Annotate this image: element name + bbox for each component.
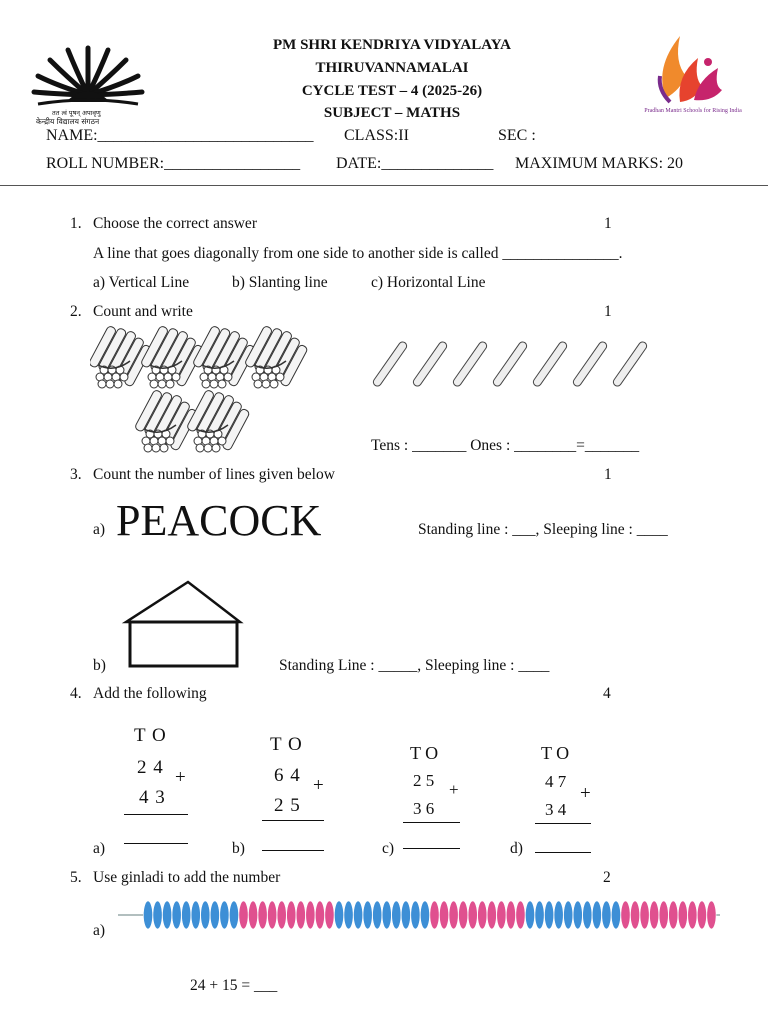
ginladi-bead [468, 901, 477, 929]
ginladi-bead [611, 901, 620, 929]
ginladi-bead [592, 901, 601, 929]
ginladi-bead [688, 901, 697, 929]
ginladi-bead [306, 901, 315, 929]
ginladi-bead [143, 901, 152, 929]
sum-d-top: 4 7 [545, 772, 567, 791]
ginladi-bead [354, 901, 363, 929]
ginladi-bead [229, 901, 238, 929]
q1-text: A line that goes diagonally from one side to another side is called _______________. [93, 245, 623, 262]
ginladi-bead [506, 901, 515, 929]
sum-d-bottom: 3 4 [545, 800, 567, 819]
sum-a-answer-line [124, 843, 188, 844]
ginladi-bead [220, 901, 229, 929]
ginladi-bead [334, 901, 343, 929]
ginladi-bead [564, 901, 573, 929]
test-title: CYCLE TEST – 4 (2025-26) [301, 83, 483, 99]
q3-part-b-label: b) [93, 657, 106, 674]
q2-number: 2. [70, 303, 82, 320]
sum-b-label: b) [232, 840, 245, 857]
ginladi-bead [459, 901, 468, 929]
q1-option-b: b) Slanting line [232, 274, 328, 291]
ginladi-bead [411, 901, 420, 929]
q4-title: Add the following [93, 685, 207, 702]
q3-part-a-answer: Standing line : ___, Sleeping line : ____ [418, 521, 668, 538]
ginladi-abacus-strip [118, 896, 720, 934]
ginladi-bead [659, 901, 668, 929]
bundle-icon [134, 389, 198, 452]
sum-d-rule [535, 823, 591, 824]
q1-marks: 1 [604, 215, 612, 232]
sum-c-rule [403, 822, 460, 823]
sum-d-answer-line [535, 852, 591, 853]
sum-a-plus: + [175, 767, 186, 788]
sum-d-header: T O [541, 743, 570, 763]
school-place: THIRUVANNAMALAI [315, 60, 469, 76]
sum-b-top: 6 4 [274, 765, 301, 786]
ginladi-bead [669, 901, 678, 929]
sum-d-label: d) [510, 840, 523, 857]
bundle-icon [90, 325, 152, 388]
ginladi-bead [545, 901, 554, 929]
ginladi-bead [153, 901, 162, 929]
sum-b-answer-line [262, 850, 324, 851]
q3-part-a-label: a) [93, 521, 106, 538]
bundle-icon [140, 325, 204, 388]
q4-marks: 4 [603, 685, 611, 702]
q2-marks: 1 [604, 303, 612, 320]
sum-c-plus: + [449, 780, 459, 799]
max-marks-label: MAXIMUM MARKS: 20 [515, 155, 684, 172]
ginladi-bead [525, 901, 534, 929]
bundle-icon [186, 389, 250, 452]
q2-answer-line: Tens : _______ Ones : ________=_______ [371, 437, 640, 454]
ginladi-bead [172, 901, 181, 929]
ginladi-bead [535, 901, 544, 929]
ginladi-bead [583, 901, 592, 929]
sum-c-header: T O [410, 743, 439, 763]
q3-number: 3. [70, 466, 82, 483]
q5-equation: 24 + 15 = ___ [190, 977, 278, 994]
sum-a-rule [124, 814, 188, 815]
ginladi-bead [268, 901, 277, 929]
ginladi-bead [287, 901, 296, 929]
ginladi-bead [325, 901, 334, 929]
q1-title: Choose the correct answer [93, 215, 257, 232]
q1-option-a: a) Vertical Line [93, 274, 190, 291]
q5-number: 5. [70, 869, 82, 886]
ginladi-bead [191, 901, 200, 929]
ginladi-bead [516, 901, 525, 929]
ginladi-bead [239, 901, 248, 929]
ginladi-bead [487, 901, 496, 929]
q5-title: Use ginladi to add the number [93, 869, 281, 886]
ginladi-bead [430, 901, 439, 929]
pmshri-logo [636, 28, 746, 128]
sum-b-plus: + [313, 775, 324, 796]
house-shape-drawing [118, 572, 254, 670]
header-divider [0, 185, 768, 186]
ginladi-bead [296, 901, 305, 929]
section-field-label: SEC : [498, 127, 536, 144]
q3-title: Count the number of lines given below [93, 466, 335, 483]
q3-part-b-answer: Standing Line : _____, Sleeping line : ____ [279, 657, 550, 674]
logo-org-name: केन्द्रीय विद्यालय संगठन [36, 117, 100, 126]
sum-c-label: c) [382, 840, 395, 857]
ginladi-bead [650, 901, 659, 929]
sum-d-plus: + [580, 783, 591, 804]
ginladi-bead [497, 901, 506, 929]
ginladi-bead [344, 901, 353, 929]
q1-option-c: c) Horizontal Line [371, 274, 486, 291]
ginladi-bead [401, 901, 410, 929]
sum-a-bottom: 4 3 [139, 787, 166, 808]
sum-a-label: a) [93, 840, 106, 857]
ginladi-bead [373, 901, 382, 929]
logo-motto: तत त्वं पूषन् अपावृणु [52, 109, 101, 117]
ginladi-bead [315, 901, 324, 929]
ginladi-bead [392, 901, 401, 929]
ginladi-bead [363, 901, 372, 929]
bundle-of-ten-sticks-group [90, 325, 310, 455]
class-field-label: CLASS:II [344, 127, 409, 144]
q4-number: 4. [70, 685, 82, 702]
ginladi-bead [630, 901, 639, 929]
pmshri-logo-text: Pradhan Mantri Schools for Rising India [644, 108, 742, 114]
kvs-logo [28, 40, 148, 124]
sun-emblem-icon [28, 40, 148, 110]
ginladi-bead [697, 901, 706, 929]
ginladi-bead [640, 901, 649, 929]
name-field-label: NAME:___________________________ [46, 127, 314, 144]
ginladi-bead [258, 901, 267, 929]
q1-number: 1. [70, 215, 82, 232]
sum-c-bottom: 3 6 [413, 799, 435, 818]
ginladi-bead [707, 901, 716, 929]
sum-c-answer-line [403, 848, 460, 849]
loose-sticks-group [370, 338, 665, 390]
ginladi-bead [201, 901, 210, 929]
ginladi-bead [678, 901, 687, 929]
bundle-icon [192, 325, 256, 388]
ginladi-bead [439, 901, 448, 929]
date-field-label: DATE:______________ [336, 155, 494, 172]
ginladi-bead [382, 901, 391, 929]
sum-b-rule [262, 820, 324, 821]
sum-b-header: T O [270, 734, 303, 755]
sum-b-bottom: 2 5 [274, 795, 301, 816]
q2-title: Count and write [93, 303, 193, 320]
ginladi-bead [554, 901, 563, 929]
ginladi-bead [182, 901, 191, 929]
q5-part-a-label: a) [93, 922, 106, 939]
ginladi-bead [210, 901, 219, 929]
roll-number-field-label: ROLL NUMBER:_________________ [46, 155, 301, 172]
sum-c-top: 2 5 [413, 771, 435, 790]
ginladi-bead [163, 901, 172, 929]
ginladi-bead [602, 901, 611, 929]
q3-marks: 1 [604, 466, 612, 483]
bundle-icon [244, 325, 308, 388]
school-name: PM SHRI KENDRIYA VIDYALAYA [273, 37, 511, 53]
ginladi-bead [420, 901, 429, 929]
ginladi-bead [277, 901, 286, 929]
sum-a-header: T O [134, 725, 167, 746]
ginladi-bead [478, 901, 487, 929]
ginladi-bead [248, 901, 257, 929]
ginladi-bead [621, 901, 630, 929]
sum-a-top: 2 4 [137, 757, 164, 778]
q5-marks: 2 [603, 869, 611, 886]
ginladi-bead [449, 901, 458, 929]
ginladi-bead [573, 901, 582, 929]
q3-peacock-word: PEACOCK [116, 496, 322, 545]
subject-title: SUBJECT – MATHS [323, 105, 461, 121]
